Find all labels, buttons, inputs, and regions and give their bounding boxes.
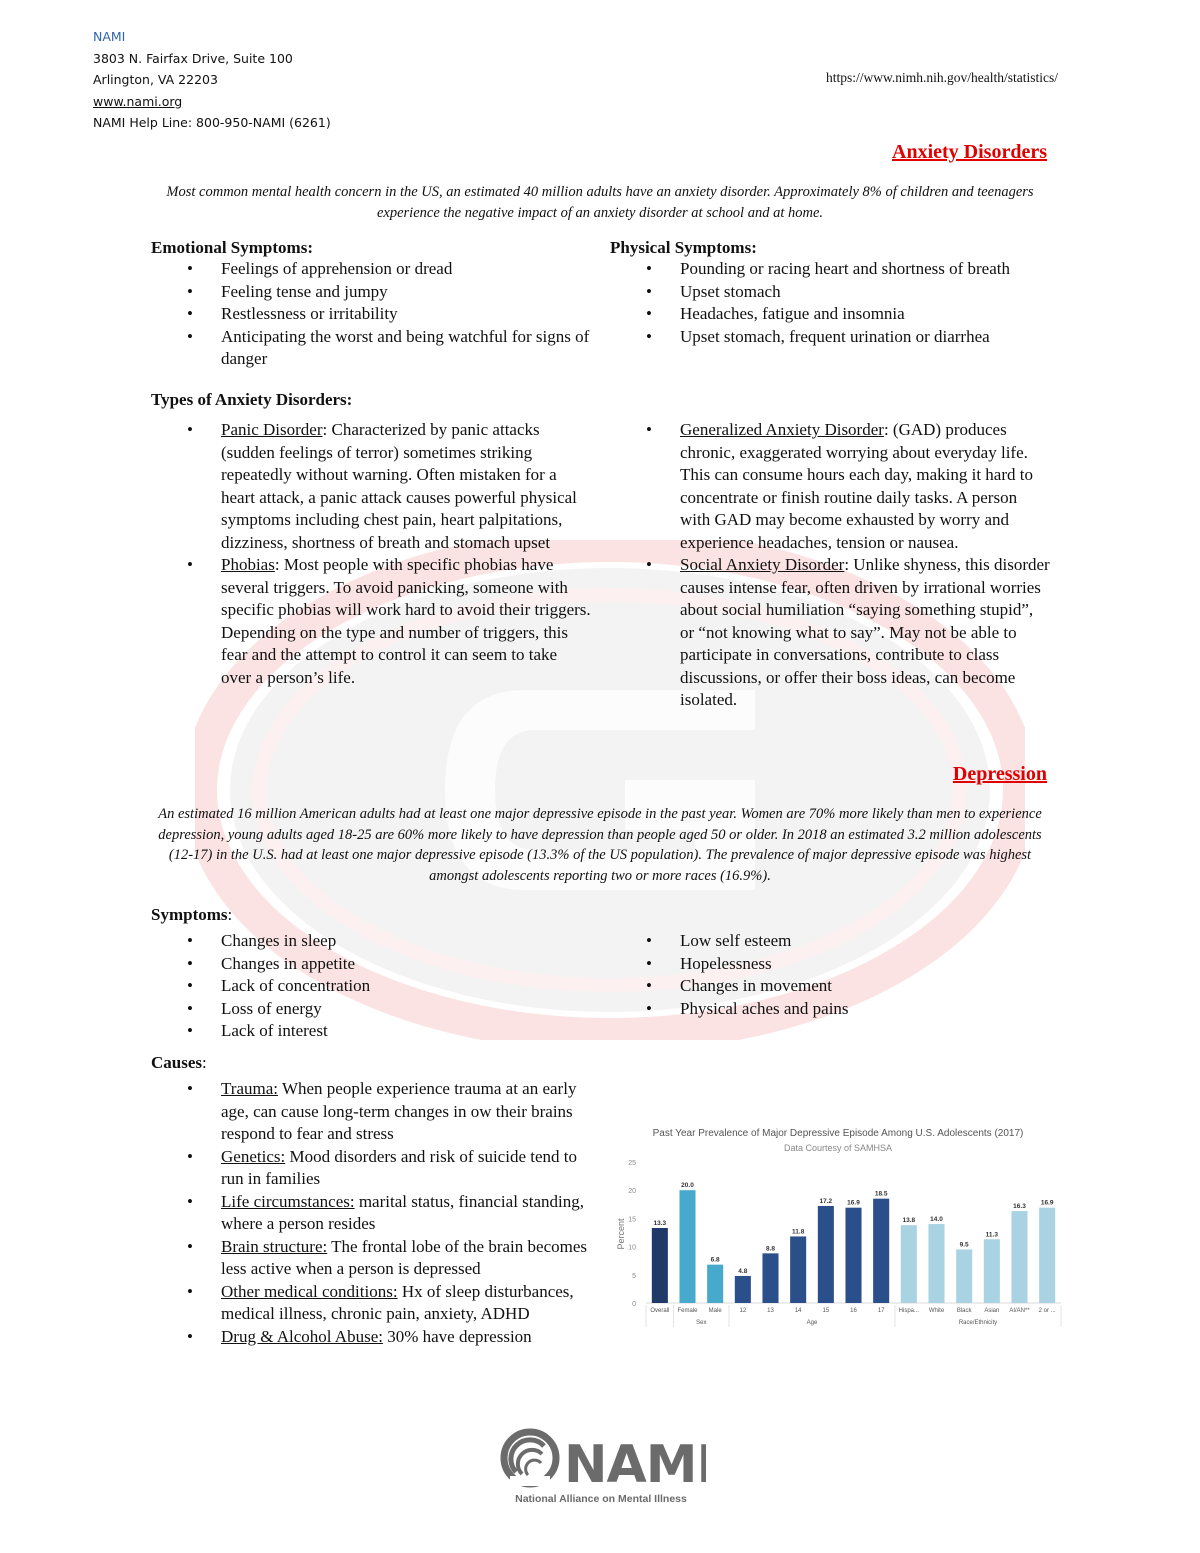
symptoms-colon: : — [227, 905, 233, 924]
term-description: : Most people with specific phobias have several triggers. To avoid panicking, someone with specific phobias will work hard to avoid their triggers. Depending on the type and number of triggers, this fear and the attempt to control it can seem to take over a person’s life. — [221, 555, 591, 687]
list-item: • Upset stomach — [610, 281, 1060, 304]
physical-symptoms — [610, 238, 1060, 348]
bar-value-label: 17.2 — [819, 1197, 833, 1205]
depression-symptoms-left — [151, 930, 591, 1043]
emotional-list — [151, 258, 596, 371]
bar-value-label: 14.0 — [930, 1216, 943, 1224]
symptoms-heading — [151, 905, 232, 925]
anxiety-intro: Most common mental health concern in the US, an estimated 40 million adults have an anxiety disorder. Approximately 8% of children and teenagers experience the negative impact of an anxiety disorder at school and at home. — [166, 184, 1034, 221]
y-tick-label: 5 — [632, 1272, 636, 1280]
chart-bar — [679, 1190, 695, 1303]
term-description: When people experience trauma at an early age, can cause long-term changes in ow their brains respond to fear and stress — [221, 1079, 577, 1143]
group-label: Race/Ethnicity — [958, 1320, 998, 1326]
list-item: • Anticipating the worst and being watchful for signs of danger — [151, 326, 596, 371]
x-tick-label: Hispa... — [898, 1308, 920, 1314]
prevalence-chart — [606, 1120, 1066, 1335]
logo-tagline: National Alliance on Mental Illness — [515, 1493, 687, 1505]
x-tick-label: 13 — [767, 1308, 774, 1314]
causes-colon: : — [202, 1053, 207, 1072]
x-tick-label: Male — [708, 1308, 722, 1314]
list-item: • Changes in appetite — [151, 953, 591, 976]
prevalence-chart-svg — [606, 1120, 1066, 1335]
chart-bar — [1011, 1211, 1027, 1303]
x-tick-label: 12 — [739, 1308, 747, 1314]
logo-wordmark: NAMI — [564, 1435, 706, 1495]
bar-value-label: 16.3 — [1013, 1203, 1026, 1211]
term-social-anxiety: Social Anxiety Disorder — [680, 555, 845, 574]
chart-subtitle: Data Courtesy of SAMHSA — [783, 1143, 893, 1153]
list-item: • Changes in sleep — [151, 930, 591, 953]
list-item — [610, 554, 1050, 712]
x-tick-label: White — [928, 1308, 945, 1314]
list-item: • Physical aches and pains — [610, 998, 1050, 1021]
depression-title: Depression — [952, 763, 1047, 785]
term-description: 30% have depression — [382, 1326, 532, 1346]
bar-value-label: 9.5 — [959, 1241, 969, 1249]
x-tick-label: Overall — [650, 1308, 670, 1314]
org-name: NAMI — [93, 29, 126, 44]
list-item — [151, 1236, 591, 1281]
source-url[interactable]: https://www.nimh.nih.gov/health/statistics/ — [826, 70, 1058, 85]
bar-value-label: 16.9 — [1040, 1199, 1054, 1207]
chart-bar — [873, 1199, 889, 1303]
causes-list — [151, 1078, 591, 1348]
x-tick-label: Female — [677, 1308, 698, 1314]
group-label: Age — [806, 1320, 818, 1326]
term-description: Mood disorders and risk of suicide tend to run in families — [221, 1146, 577, 1188]
org-address-line2: Arlington, VA 22203 — [93, 72, 218, 87]
list-item — [151, 1146, 591, 1191]
chart-bar — [956, 1249, 972, 1303]
list-item: • Changes in movement — [610, 975, 1050, 998]
list-item — [151, 1191, 591, 1236]
x-tick-label: Black — [956, 1308, 972, 1314]
org-contact-block — [93, 26, 331, 134]
chart-bar — [928, 1224, 944, 1303]
x-tick-label: Asian — [984, 1308, 1000, 1314]
term-brain-structure: Brain structure: — [221, 1236, 328, 1256]
chart-bar — [790, 1236, 806, 1303]
physical-heading: Physical Symptoms: — [610, 238, 757, 257]
x-tick-label: AI/AN** — [1009, 1308, 1030, 1314]
chart-bar — [818, 1206, 834, 1303]
chart-bar — [707, 1265, 723, 1303]
list-item: • Headaches, fatigue and insomnia — [610, 303, 1060, 326]
bar-value-label: 18.5 — [874, 1190, 888, 1198]
term-description: : Characterized by panic attacks (sudden feelings of terror) sometimes striking repeatedly without warning. Often mistaken for a heart attack, a panic attack causes powerful physical symptoms including chest pain, heart palpitations, dizziness, shortness of breath and stomach upset — [221, 420, 577, 552]
x-tick-label: 16 — [850, 1308, 857, 1314]
y-tick-label: 15 — [628, 1216, 636, 1224]
group-label: Sex — [696, 1320, 707, 1326]
term-drug-alcohol: Drug & Alcohol Abuse: — [221, 1326, 383, 1346]
list-item — [610, 419, 1050, 554]
chart-ylabel: Percent — [616, 1218, 626, 1250]
list-item: • Lack of concentration — [151, 975, 591, 998]
chart-bar — [984, 1239, 1000, 1303]
list-item — [151, 1281, 591, 1326]
chart-bar — [845, 1208, 861, 1303]
y-tick-label: 0 — [632, 1301, 636, 1308]
symptoms-heading-text: Symptoms — [151, 905, 228, 924]
list-item: • Feeling tense and jumpy — [151, 281, 596, 304]
bar-value-label: 20.0 — [681, 1182, 694, 1190]
list-item: • Low self esteem — [610, 930, 1050, 953]
term-description: The frontal lobe of the brain becomes less active when a person is depressed — [221, 1236, 588, 1278]
anxiety-title: Anxiety Disorders — [892, 141, 1047, 163]
list-item: • Lack of interest — [151, 1020, 591, 1043]
physical-list — [610, 258, 1060, 348]
depression-intro: An estimated 16 million American adults had at least one major depressive episode in the past year. Women are 70% more likely than men to experience depression, young adults aged 18-25 are 60% more likely to have depression than people aged 50 or older. In 2018 an estimated 3.2 million adolescents (12-17) in the U.S. had at least one major depressive episode (13.3% of the US population). The prevalence of major depressive episode was highest amongst adolescents reporting two or more races (16.9%). — [158, 806, 1042, 884]
list-item: • Hopelessness — [610, 953, 1050, 976]
types-list-left — [151, 419, 591, 689]
emotional-heading: Emotional Symptoms: — [151, 238, 313, 257]
x-tick-label: 14 — [794, 1308, 802, 1314]
bar-value-label: 11.3 — [985, 1231, 998, 1239]
x-tick-label: 17 — [877, 1308, 885, 1314]
org-address-line1: 3803 N. Fairfax Drive, Suite 100 — [93, 50, 293, 66]
nami-swirl-icon — [504, 1432, 556, 1486]
list-item — [151, 419, 591, 554]
bar-value-label: 6.8 — [710, 1256, 720, 1264]
term-description: Hx of sleep disturbances, medical illness, chronic pain, anxiety, ADHD — [221, 1281, 574, 1323]
bar-value-label: 4.8 — [738, 1267, 748, 1275]
list-item: • Pounding or racing heart and shortness of breath — [610, 258, 1060, 281]
bar-value-label: 11.8 — [792, 1228, 805, 1236]
term-trauma: Trauma: — [221, 1079, 278, 1098]
bar-value-label: 13.8 — [902, 1217, 916, 1225]
list-item: • Loss of energy — [151, 998, 591, 1021]
y-tick-label: 10 — [628, 1244, 636, 1252]
term-genetics: Genetics: — [221, 1146, 286, 1166]
list-item — [151, 1326, 591, 1349]
list-item: • Feelings of apprehension or dread — [151, 258, 596, 281]
depression-symptoms-right — [610, 930, 1050, 1020]
causes-heading-text: Causes — [151, 1053, 203, 1072]
list-item — [151, 1078, 591, 1146]
x-tick-label: 15 — [822, 1308, 830, 1314]
nami-logo-mark — [496, 1428, 706, 1510]
org-helpline: NAMI Help Line: 800-950-NAMI (6261) — [93, 115, 331, 130]
chart-bar — [762, 1253, 778, 1303]
chart-bar — [652, 1228, 668, 1303]
term-gad: Generalized Anxiety Disorder — [680, 420, 884, 439]
term-phobias: Phobias — [221, 555, 275, 574]
list-item: • Upset stomach, frequent urination or diarrhea — [610, 326, 1060, 349]
y-tick-label: 25 — [628, 1160, 636, 1167]
term-description: : (GAD) produces chronic, exaggerated worrying about everyday life. This can consume hours each day, making it hard to concentrate or finish routine daily tasks. A person with GAD may become exhausted by worry and experience headaches, tension or nausea. — [680, 420, 1033, 552]
bar-value-label: 13.3 — [653, 1219, 667, 1227]
term-panic-disorder: Panic Disorder — [221, 420, 323, 439]
term-other-medical: Other medical conditions: — [221, 1281, 398, 1301]
types-list-right — [610, 419, 1050, 712]
emotional-symptoms — [151, 238, 596, 371]
bar-value-label: 8.8 — [765, 1245, 776, 1253]
nami-logo — [496, 1428, 706, 1510]
term-description: : Unlike shyness, this disorder causes intense fear, often driven by irrational worries about social humiliation “saying something stupid”, or “not knowing what to say”. May not be able to participate in conversations, contribute to class discussions, or offer their boss ideas, can become isolated. — [680, 555, 1050, 709]
chart-bar — [901, 1225, 917, 1303]
chart-title: Past Year Prevalence of Major Depressive Episode Among U.S. Adolescents (2017) — [652, 1128, 1024, 1139]
x-tick-label: 2 or ... — [1038, 1308, 1056, 1314]
causes-heading — [151, 1053, 207, 1073]
chart-bar — [1039, 1208, 1055, 1303]
list-item: • Restlessness or irritability — [151, 303, 596, 326]
types-heading: Types of Anxiety Disorders: — [151, 390, 353, 409]
y-tick-label: 20 — [628, 1188, 636, 1196]
list-item — [151, 554, 591, 689]
bar-value-label: 16.9 — [847, 1199, 860, 1207]
org-website-link[interactable]: www.nami.org — [93, 93, 183, 109]
term-description: marital status, financial standing, where a person resides — [221, 1191, 585, 1233]
chart-bar — [735, 1276, 751, 1303]
term-life-circumstances: Life circumstances: — [221, 1191, 355, 1211]
